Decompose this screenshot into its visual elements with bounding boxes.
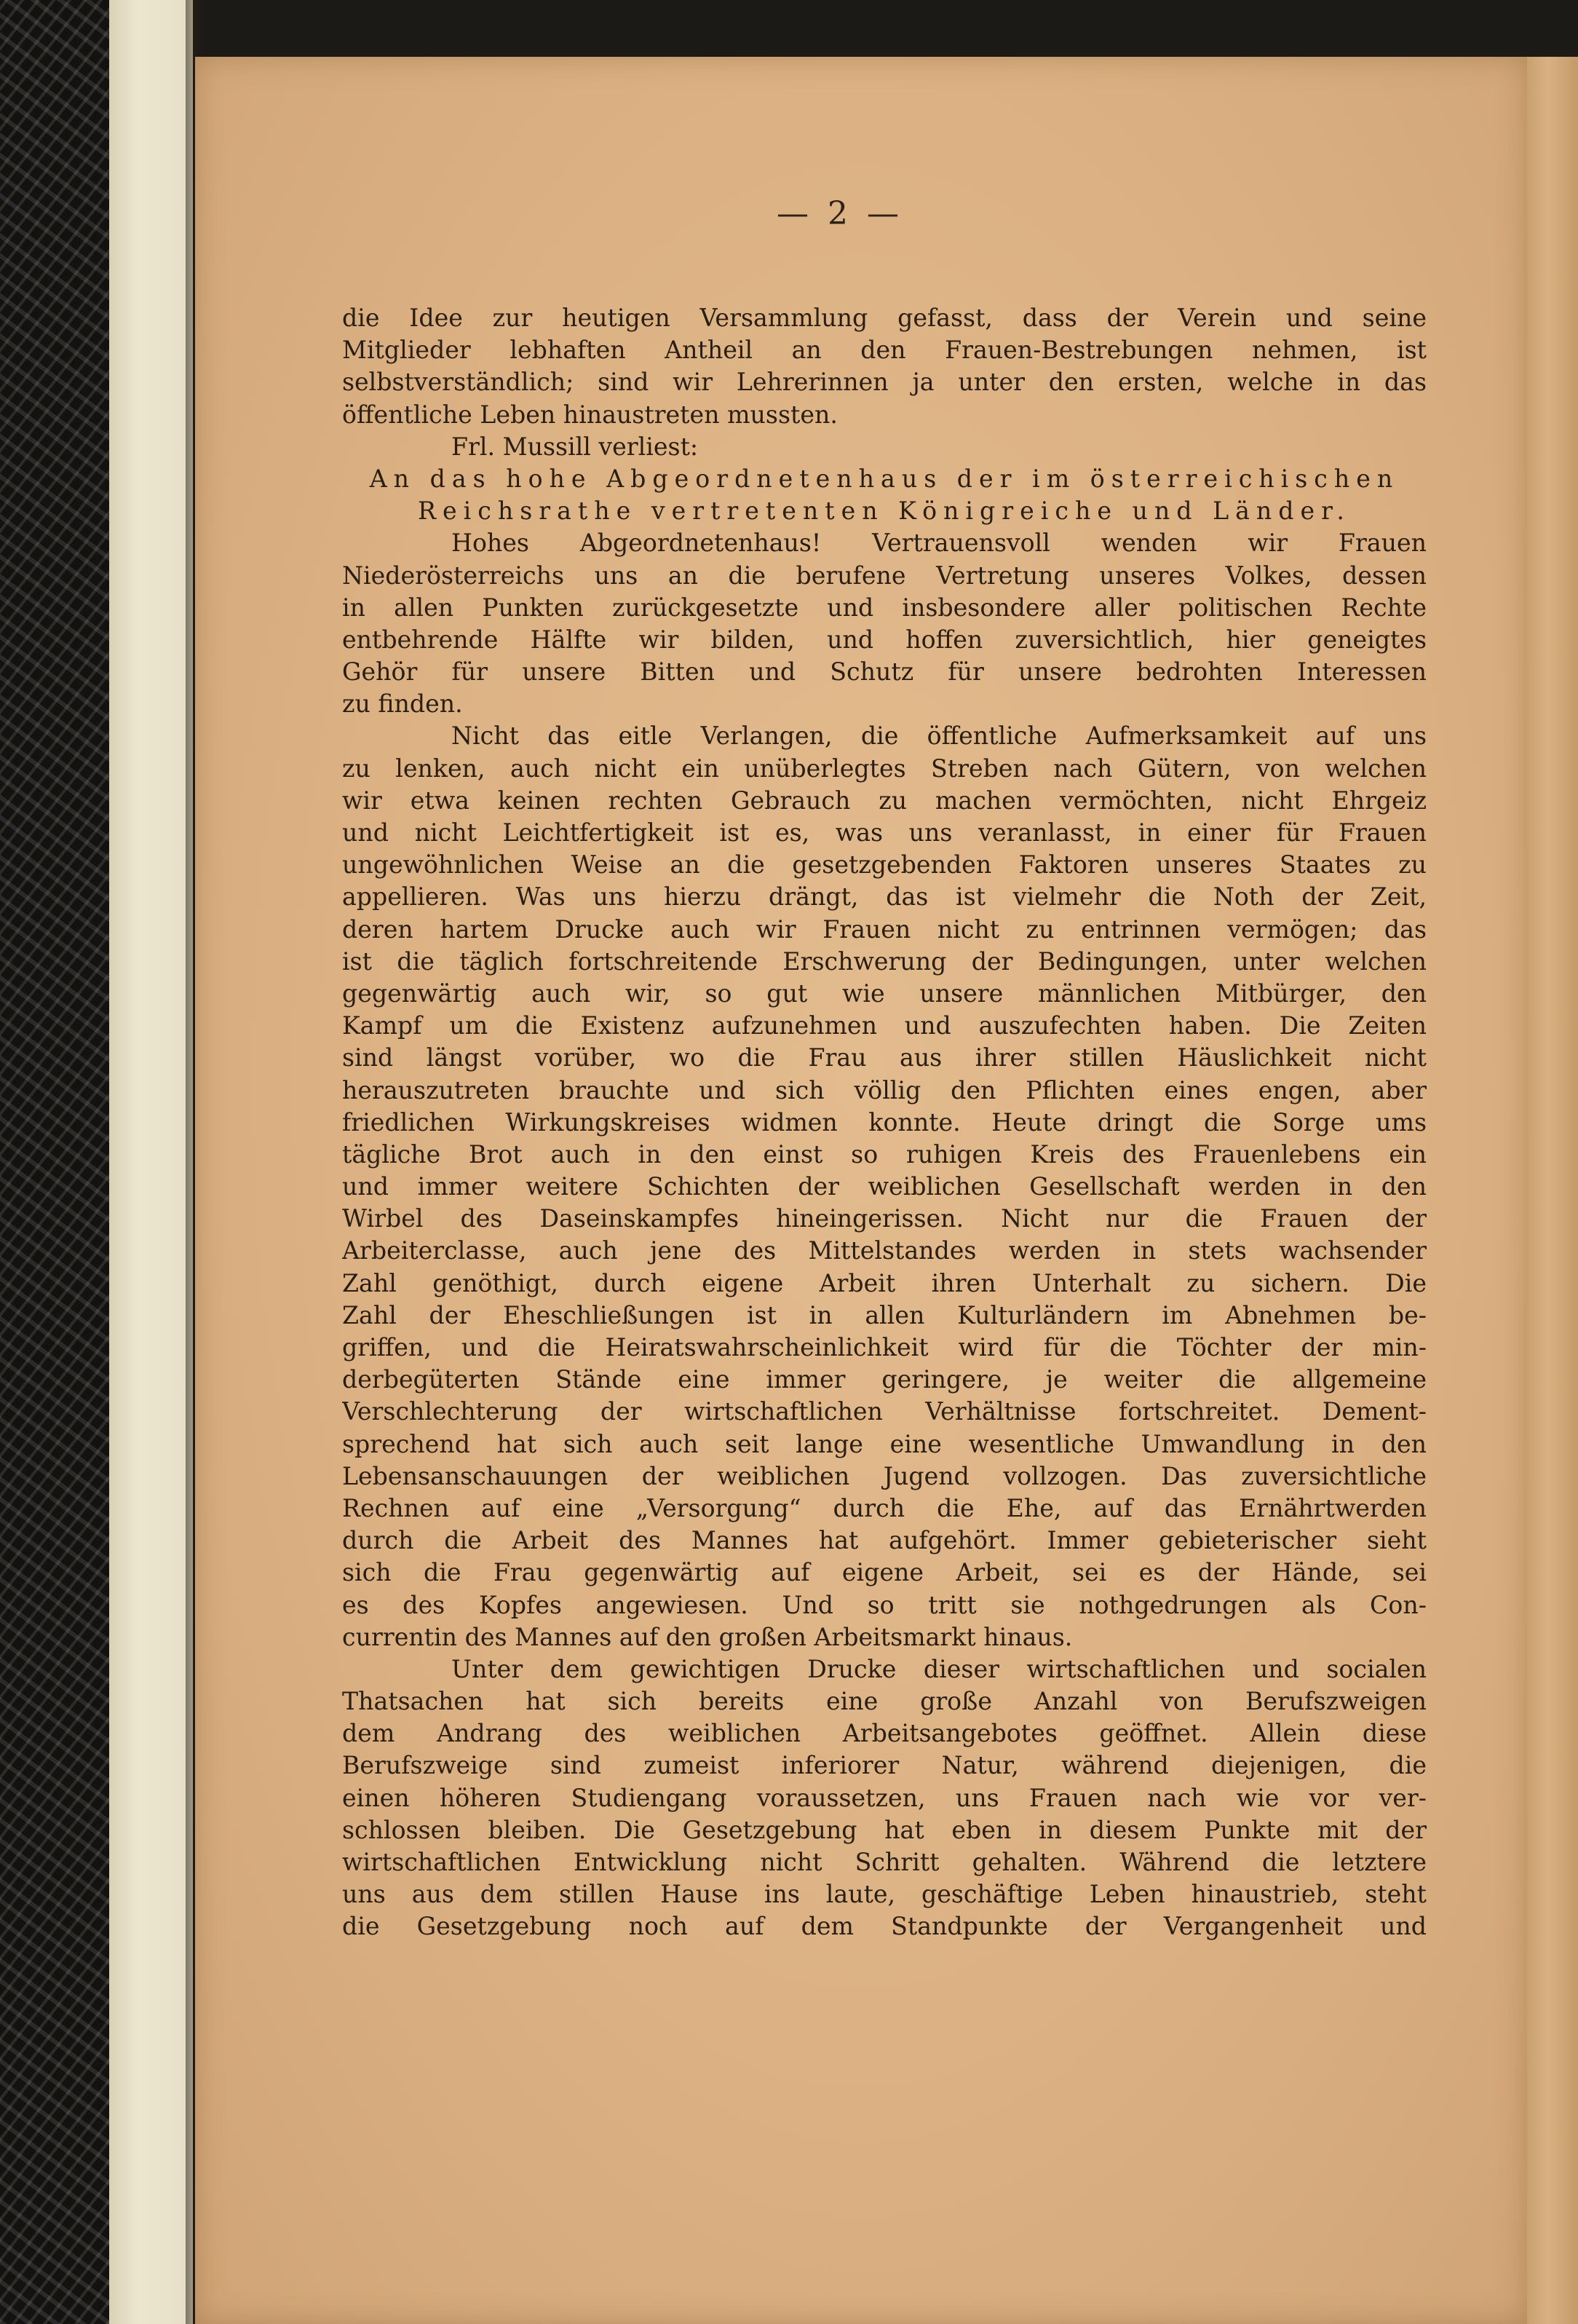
text-line: derbegüterten Stände eine immer geringere, je weiter die allgemeine [342,1365,1427,1394]
text-line: Niederösterreichs uns an die berufene Vertretung unseres Volkes, dessen [342,561,1427,590]
page-number: — 2 — [777,195,903,232]
text-line: wirtschaftlichen Entwicklung nicht Schritt gehalten. Während die letztere [342,1848,1427,1876]
text-line: schlossen bleiben. Die Gesetzgebung hat eben in diesem Punkte mit der [342,1815,1427,1844]
text-line: wir etwa keinen rechten Gebrauch zu machen vermöchten, nicht Ehrgeiz [342,786,1427,815]
text-line: öffentliche Leben hinaustreten mussten. [342,400,838,429]
text-line: Zahl der Eheschließungen ist in allen Kulturländern im Abnehmen be- [342,1300,1427,1329]
text-line: Wirbel des Daseinskampfes hineingerissen. Nicht nur die Frauen der [342,1204,1427,1233]
text-line: appellieren. Was uns hierzu drängt, das ist vielmehr die Noth der Zeit, [342,882,1427,912]
text-line: Frl. Mussill verliest: [451,432,699,461]
text-line: durch die Arbeit des Mannes hat aufgehört. Immer gebieterischer sieht [342,1526,1427,1555]
text-line: friedlichen Wirkungskreises widmen konnte. Heute dringt die Sorge ums [342,1107,1427,1137]
text-line: Rechnen auf eine „Versorgung“ durch die Ehe, auf das Ernährtwerden [342,1493,1427,1522]
text-line: Thatsachen hat sich bereits eine große Anzahl von Berufszweigen [342,1687,1427,1716]
text-line: entbehrende Hälfte wir bilden, und hoffen zuversichtlich, hier geneigtes [342,625,1427,654]
text-line: einen höheren Studiengang voraussetzen, uns Frauen nach wie vor ver- [342,1783,1427,1812]
text-line: es des Kopfes angewiesen. Und so tritt sie nothgedrungen als Con- [342,1590,1427,1619]
text-line: sich die Frau gegenwärtig auf eigene Arbeit, sei es der Hände, sei [342,1558,1427,1587]
text-line: sprechend hat sich auch seit lange eine wesentliche Umwandlung in den [342,1429,1427,1458]
text-line: die Idee zur heutigen Versammlung gefasst, dass der Verein und seine [342,304,1427,332]
text-line: und nicht Leichtfertigkeit ist es, was uns veranlasst, in einer für Frauen [342,818,1427,847]
text-line: Reichsrathe vertretenten Königreiche und Länder. [418,497,1351,526]
text-line: ungewöhnlichen Weise an die gesetzgebenden Faktoren unseres Staates zu [342,850,1427,880]
text-line: deren hartem Drucke auch wir Frauen nicht zu entrinnen vermögen; das [342,914,1427,944]
text-line: Unter dem gewichtigen Drucke dieser wirtschaftlichen und socialen [451,1654,1427,1683]
text-line: gegenwärtig auch wir, so gut wie unsere männlichen Mitbürger, den [342,979,1427,1008]
text-line: griffen, und die Heiratswahrscheinlichkeit wird für die Töchter der min- [342,1333,1427,1361]
text-line: Kampf um die Existenz aufzunehmen und auszufechten haben. Die Zeiten [342,1011,1427,1040]
text-line: zu finden. [342,689,463,719]
flyleaf-strip [109,0,193,2324]
text-line: herauszutreten brauchte und sich völlig den Pflichten eines engen, aber [342,1075,1427,1104]
text-line: Zahl genöthigt, durch eigene Arbeit ihren Unterhalt zu sichern. Die [342,1268,1427,1297]
text-line: Arbeiterclasse, auch jene des Mittelstandes werden in stets wachsender [342,1236,1427,1265]
text-line: uns aus dem stillen Hause ins laute, geschäftige Leben hinaustrieb, steht [342,1880,1427,1909]
text-line: sind längst vorüber, wo die Frau aus ihrer stillen Häuslichkeit nicht [342,1043,1427,1072]
text-line: ist die täglich fortschreitende Erschwerung der Bedingungen, unter welchen [342,946,1427,976]
marbled-binding [0,0,109,2324]
text-line: Berufszweige sind zumeist inferiorer Natur, während diejenigen, die [342,1751,1427,1780]
text-line: tägliche Brot auch in den einst so ruhigen Kreis des Frauenlebens ein [342,1139,1427,1169]
text-line: Hohes Abgeordnetenhaus! Vertrauensvoll wenden wir Frauen [451,529,1427,558]
text-line: die Gesetzgebung noch auf dem Standpunkte der Vergangenheit und [342,1912,1427,1941]
text-line: Mitglieder lebhaften Antheil an den Frauen-Bestrebungen nehmen, ist [342,336,1427,365]
text-line: An das hohe Abgeordnetenhaus der im österreichischen [369,464,1400,493]
text-line: Nicht das eitle Verlangen, die öffentliche Aufmerksamkeit auf uns [451,722,1427,751]
text-line: in allen Punkten zurückgesetzte und insbesondere aller politischen Rechte [342,593,1427,622]
text-line: und immer weitere Schichten der weiblichen Gesellschaft werden in den [342,1172,1427,1201]
text-line: selbstverständlich; sind wir Lehrerinnen ja unter den ersten, welche in das [342,368,1427,397]
text-line: Gehör für unsere Bitten und Schutz für unsere bedrohten Interessen [342,657,1427,687]
text-line: zu lenken, auch nicht ein unüberlegtes Streben nach Gütern, von welchen [342,754,1427,783]
text-line: dem Andrang des weiblichen Arbeitsangebotes geöffnet. Allein diese [342,1719,1427,1748]
body-text [342,302,1427,1943]
text-line: currentin des Mannes auf den großen Arbeitsmarkt hinaus. [342,1622,1073,1651]
text-line: Lebensanschauungen der weiblichen Jugend vollzogen. Das zuversichtliche [342,1461,1427,1490]
next-page-edge [1527,57,1578,2324]
text-line: Verschlechterung der wirtschaftlichen Verhältnisse fortschreitet. Dement- [342,1397,1427,1426]
